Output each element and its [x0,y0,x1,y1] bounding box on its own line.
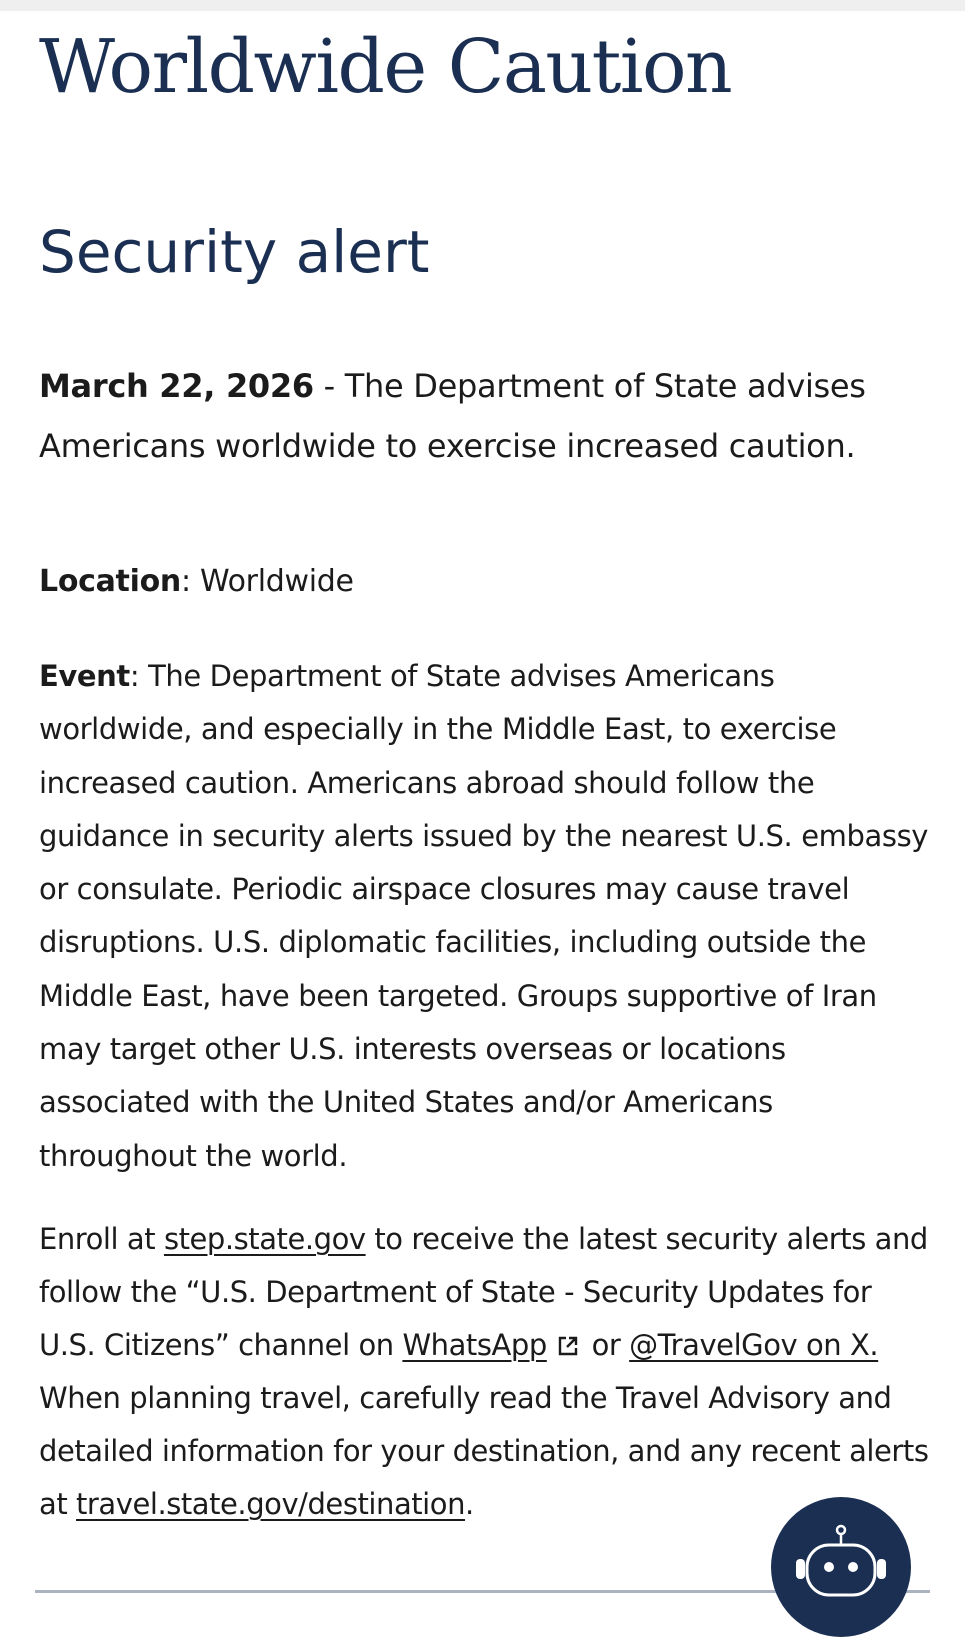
enroll-middle-text: to receive the latest security alerts and follow the “U.S. Department of State - Security Updates for U.S. Citizens” channel on [39,1222,928,1362]
step-state-gov-link[interactable]: step.state.gov [163,1222,366,1256]
chat-bot-button[interactable] [771,1497,911,1637]
alert-summary [39,356,929,476]
chat-bot-icon [771,1497,911,1637]
enroll-after-x: When planning travel, carefully read the Travel Advisory and detailed information for your destination, and any recent alerts at [39,1381,929,1521]
location-label: Location [39,564,181,599]
location-line [39,563,929,601]
page-subtitle: Security alert [39,218,430,286]
alert-date: March 22, 2026 [39,367,314,405]
destination-link[interactable]: travel.state.gov/destination [76,1487,466,1521]
or-text: or [582,1328,630,1362]
external-link-icon[interactable] [557,1321,579,1343]
travelgov-x-link[interactable]: @TravelGov on X. [629,1328,879,1362]
enroll-paragraph [39,1213,929,1531]
top-status-bar [0,0,965,11]
whatsapp-link[interactable]: WhatsApp [402,1328,547,1362]
event-text: : The Department of State advises Americans worldwide, and especially in the Middle East, to exercise increased caution. Americans abroad should follow the guidance in security alerts issued by the nearest U.S. embassy or consulate. Periodic airspace closures may cause travel disruptions. U.S. diplomatic facilities, including outside the Middle East, have been targeted. Groups supportive of Iran may target other U.S. interests overseas or locations associated with the United States and/or Americans throughout the world. [39,659,929,1173]
alert-summary-text: - The Department of State advises Americans worldwide to exercise increased caution. [39,367,866,465]
event-paragraph [39,650,929,1183]
location-value: : Worldwide [180,564,354,599]
page-title: Worldwide Caution [39,24,732,110]
enroll-end: . [465,1487,474,1521]
event-label: Event [39,659,130,693]
enroll-prefix: Enroll at [39,1222,164,1256]
